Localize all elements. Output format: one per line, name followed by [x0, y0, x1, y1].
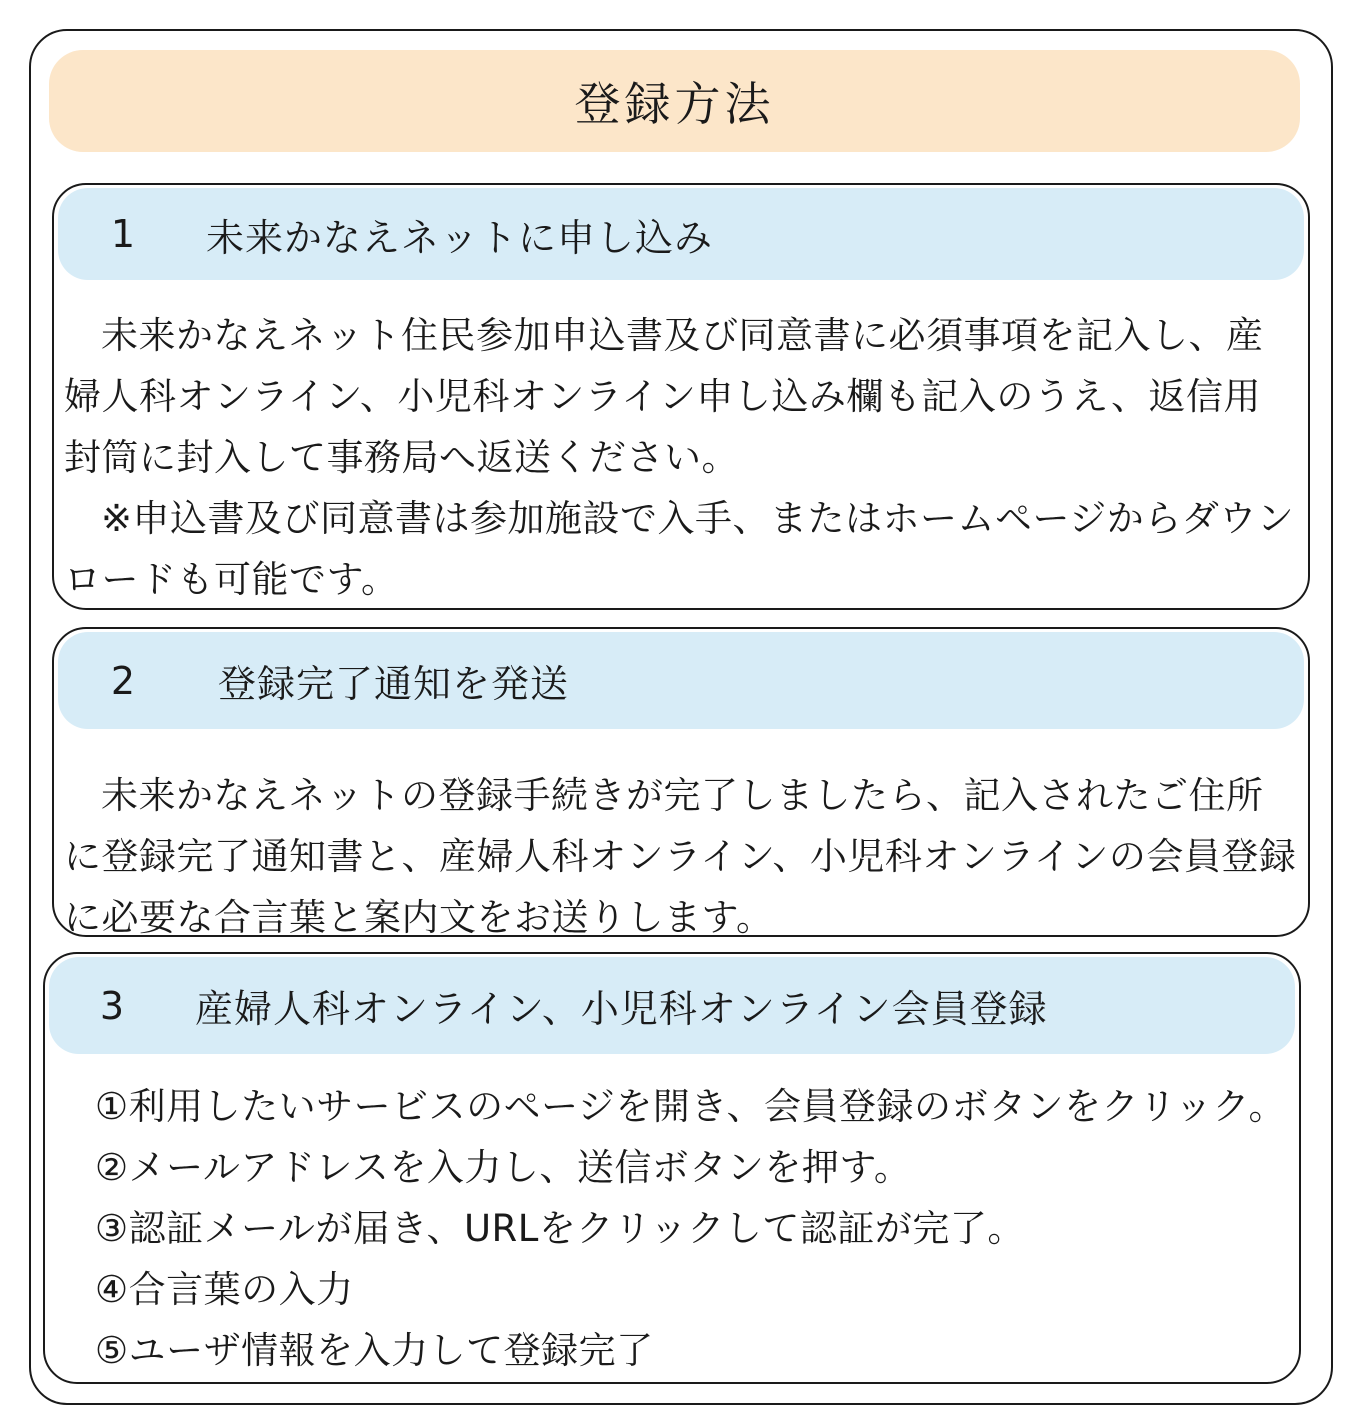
section-2-header [58, 632, 1304, 729]
section-1-number: 1 [110, 212, 136, 256]
section-3-heading: 産婦人科オンライン、小児科オンライン会員登録 [195, 987, 1048, 1031]
section-1 [52, 183, 1310, 610]
section-3-number: 3 [99, 983, 125, 1028]
section-2-heading: 登録完了通知を発送 [218, 662, 570, 706]
section-3-steps [95, 1076, 1289, 1381]
section-2-paragraph-1: 未来かなえネットの登録手続きが完了しましたら、記入されたご住所に登録完了通知書と、産婦人科オンライン、小児科オンラインの会員登録に必要な合言葉と案内文をお送りします。 [64, 774, 1297, 937]
section-1-body [64, 305, 1298, 610]
section-1-header [58, 188, 1304, 280]
section-1-paragraph-1: 未来かなえネット住民参加申込書及び同意書に必須事項を記入し、産婦人科オンライン、小児科オンライン申し込み欄も記入のうえ、返信用封筒に封入して事務局へ返送ください。 [64, 314, 1264, 479]
step-item-1: ①利用したいサービスのページを開き、会員登録のボタンをクリック。 [95, 1085, 1286, 1128]
section-2 [52, 627, 1310, 937]
step-item-2: ②メールアドレスを入力し、送信ボタンを押す。 [95, 1146, 912, 1189]
step-item-5: ⑤ユーザ情報を入力して登録完了 [95, 1329, 654, 1372]
section-1-paragraph-2: ※申込書及び同意書は参加施設で入手、またはホームページからダウンロードも可能です。 [64, 497, 1295, 601]
section-3-header [49, 957, 1295, 1054]
page-title: 登録方法 [574, 77, 775, 131]
section-2-body [64, 765, 1298, 937]
step-item-4: ④合言葉の入力 [95, 1268, 354, 1311]
section-1-heading: 未来かなえネットに申し込み [206, 215, 714, 260]
section-2-number: 2 [110, 658, 136, 703]
title-banner [49, 50, 1300, 152]
section-3 [43, 952, 1301, 1384]
step-item-3: ③認証メールが届き、URLをクリックして認証が完了。 [95, 1207, 1025, 1250]
